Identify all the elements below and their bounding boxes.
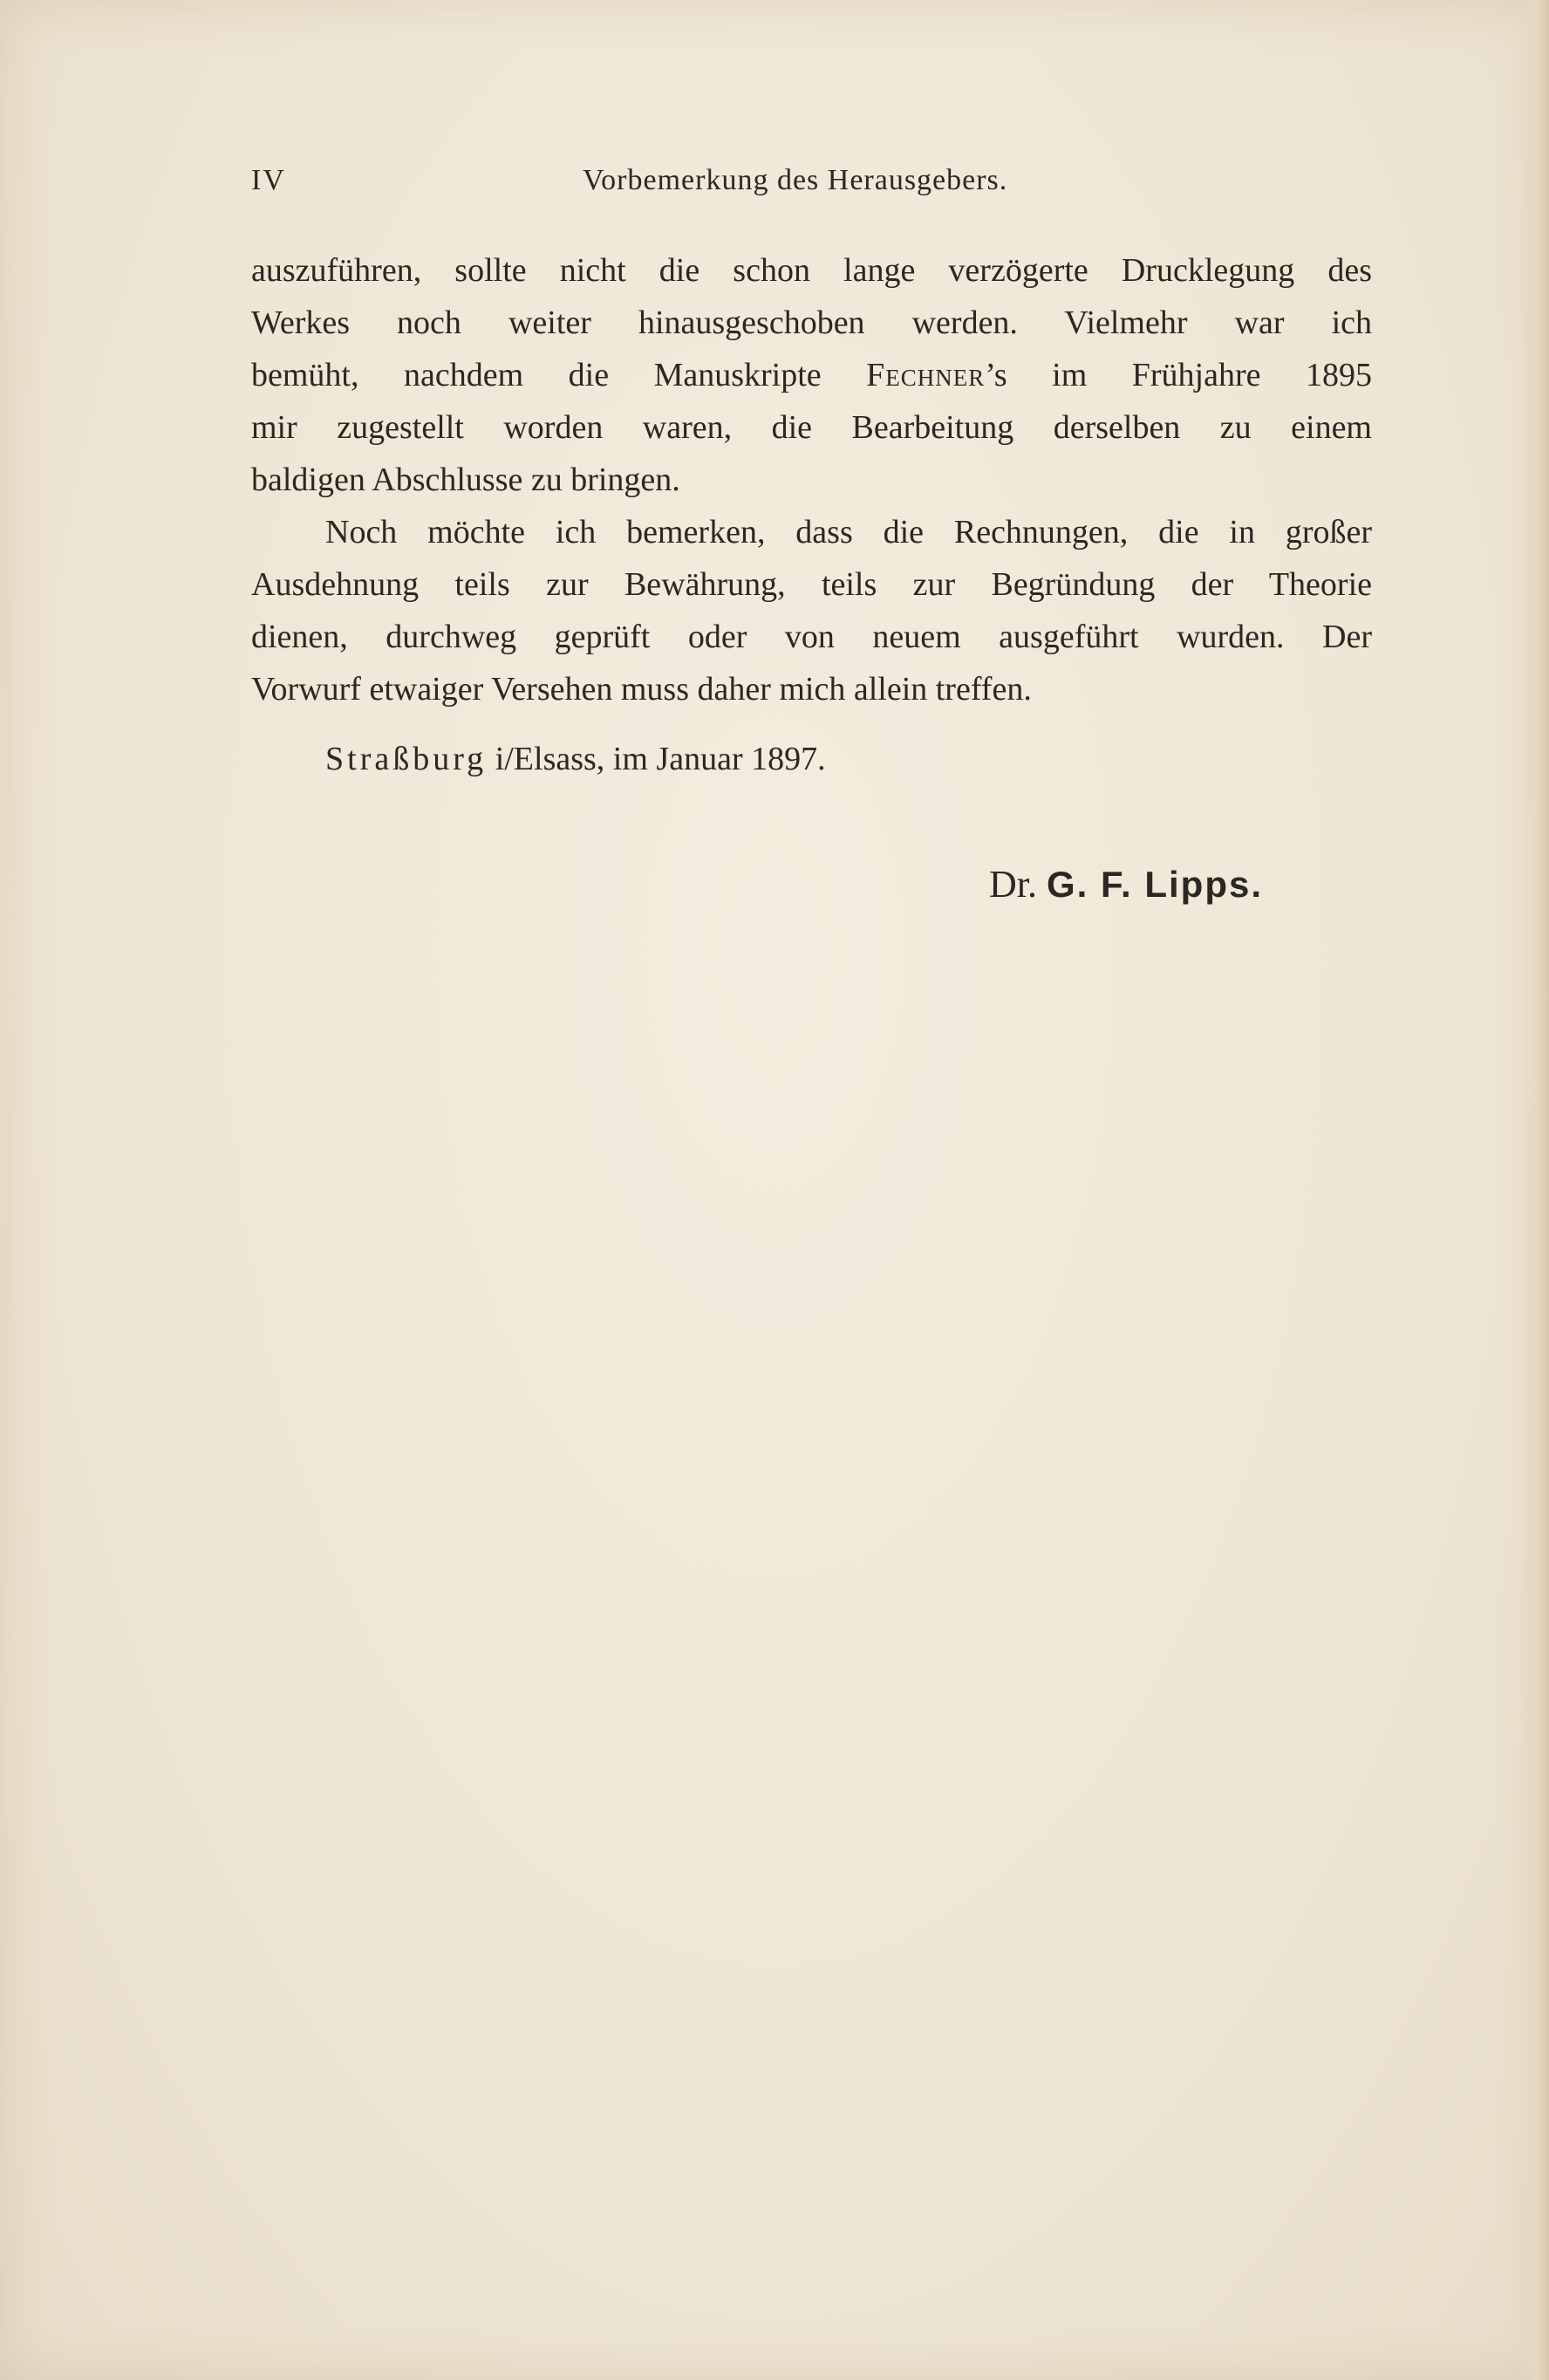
paragraph-2-line-1: Noch möchte ich bemerken, dass die Rechnungen, die in großer	[325, 514, 1372, 551]
dateline-rest: i/Elsass, im Januar 1897.	[487, 741, 826, 777]
signature-title: Dr.	[989, 863, 1047, 906]
paragraph-1-line-5: baldigen Abschlusse zu bringen.	[251, 462, 680, 498]
line-3-before-name: bemüht, nachdem die Manuskripte	[251, 357, 867, 393]
paragraph-1-line-3	[251, 349, 1372, 401]
signature	[989, 862, 1263, 906]
line-3-after-name: ’s im Frühjahre 1895	[985, 357, 1372, 393]
signature-name: G. F. Lipps.	[1047, 864, 1264, 905]
author-name-fechner: Fechner	[866, 357, 986, 393]
paragraph-1-line-4: mir zugestellt worden waren, die Bearbeitung derselben zu einem	[251, 409, 1372, 446]
page-number: IV	[251, 164, 286, 196]
paragraph-2-line-2: Ausdehnung teils zur Bewährung, teils zur Begründung der Theorie	[251, 566, 1372, 603]
dateline-city: Straßburg	[325, 741, 488, 777]
page-header	[251, 164, 1385, 208]
dateline	[325, 733, 826, 785]
paragraph-2-line-4: Vorwurf etwaiger Versehen muss daher mich allein treffen.	[251, 671, 1032, 708]
page-edge-shadow	[1518, 0, 1549, 2380]
body-text	[251, 244, 1372, 715]
paragraph-2-line-3: dienen, durchweg geprüft oder von neuem ausgeführt wurden. Der	[251, 619, 1372, 655]
running-title: Vorbemerkung des Herausgebers.	[583, 164, 1008, 196]
paragraph-1-line-2: Werkes noch weiter hinausgeschoben werden. Vielmehr war ich	[251, 304, 1372, 341]
paragraph-1-line-1: auszuführen, sollte nicht die schon lange verzögerte Drucklegung des	[251, 252, 1372, 289]
